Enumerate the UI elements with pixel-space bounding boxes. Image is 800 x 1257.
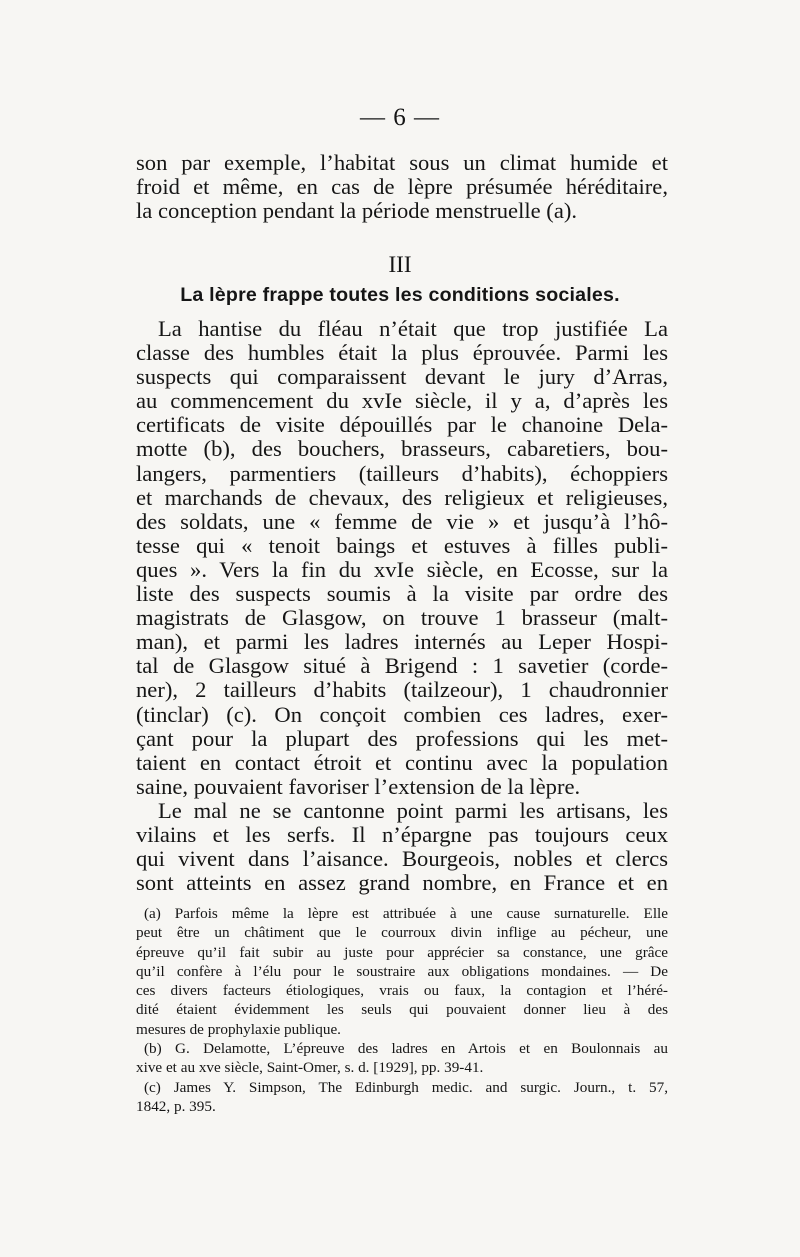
text-line: langers, parmentiers (tailleurs d’habits), échoppiers <box>136 460 668 486</box>
footnote-line: mesures de prophylaxie publique. <box>136 1020 341 1038</box>
text-line: qui vivent dans l’aisance. Bourgeois, nobles et clercs <box>136 846 668 872</box>
footnote-line: (b) G. Delamotte, L’épreuve des ladres en Artois et en Boulonnais au <box>144 1040 668 1058</box>
text-line: çant pour la plupart des professions qui les met- <box>136 725 668 751</box>
text-line: (tinclar) (c). On conçoit combien ces ladres, exer- <box>136 701 668 727</box>
footnote-line: épreuve qu’il fait subir au juste pour apprécier sa constance, une grâce <box>136 943 668 961</box>
footnote-line: qu’il confère à l’élu pour le soustraire aux obligations mondaines. — De <box>136 962 668 980</box>
text-line: sont atteints en assez grand nombre, en France et en <box>136 870 668 896</box>
page-number: — 6 — <box>360 104 440 131</box>
text-line: classe des humbles était la plus éprouvée. Parmi les <box>136 340 668 366</box>
text-line: au commencement du xvIe siècle, il y a, d’après les <box>136 388 668 414</box>
text-line: saine, pouvaient favoriser l’extension de la lèpre. <box>136 773 581 799</box>
text-line: Le mal ne se cantonne point parmi les artisans, les <box>158 797 668 823</box>
footnote-line: xive et au xve siècle, Saint-Omer, s. d. [1929], pp. 39-41. <box>136 1059 484 1077</box>
text-line: tesse qui « tenoit baings et estuves à filles publi- <box>136 532 668 558</box>
text-line: la conception pendant la période menstruelle (a). <box>136 198 578 224</box>
text-line: suspects qui comparaissent devant le jury d’Arras, <box>136 364 668 390</box>
footnote-line: peut être un châtiment que le courroux divin inflige au pécheur, une <box>136 924 668 942</box>
footnote-line: (c) James Y. Simpson, The Edinburgh medic. and surgic. Journ., t. 57, <box>144 1078 668 1096</box>
text-line: magistrats de Glasgow, on trouve 1 brasseur (malt- <box>136 605 668 631</box>
text-line: son par exemple, l’habitat sous un climat humide et <box>136 150 668 175</box>
text-line: certificats de visite dépouillés par le chanoine Dela- <box>136 412 668 438</box>
text-line: tal de Glasgow situé à Brigend : 1 savetier (corde- <box>136 653 668 679</box>
text-line: froid et même, en cas de lèpre présumée héréditaire, <box>136 174 668 200</box>
footnote-line: (a) Parfois même la lèpre est attribuée à une cause surnaturelle. Elle <box>144 905 668 922</box>
section-heading: La lèpre frappe toutes les conditions sociales. <box>180 284 620 306</box>
text-line: vilains et les serfs. Il n’épargne pas toujours ceux <box>136 821 668 847</box>
text-line: des soldats, une « femme de vie » et jusqu’à l’hô- <box>136 508 668 534</box>
section-number: III <box>388 252 412 277</box>
intro-paragraph <box>136 151 668 223</box>
text-line: et marchands de chevaux, des religieux et religieuses, <box>136 484 668 510</box>
text-line: liste des suspects soumis à la visite par ordre des <box>136 581 668 607</box>
text-line: taient en contact étroit et continu avec la population <box>136 749 668 775</box>
text-line: motte (b), des bouchers, brasseurs, cabaretiers, bou- <box>136 436 668 462</box>
main-text <box>136 317 668 895</box>
footnotes <box>136 904 668 1116</box>
text-line: ques ». Vers la fin du xvIe siècle, en Ecosse, sur la <box>136 556 668 582</box>
text-line: ner), 2 tailleurs d’habits (tailzeour), 1 chaudronnier <box>136 677 668 703</box>
footnote-line: 1842, p. 395. <box>136 1097 216 1115</box>
footnote-line: dité étaient évidemment les seuls qui pouvaient donner lieu à des <box>136 1001 668 1019</box>
text-line: La hantise du fléau n’était que trop justifiée La <box>158 316 668 341</box>
footnote-line: ces divers facteurs étiologiques, vrais ou faux, la contagion et l’héré- <box>136 982 668 1000</box>
text-line: man), et parmi les ladres internés au Leper Hospi- <box>136 629 668 655</box>
